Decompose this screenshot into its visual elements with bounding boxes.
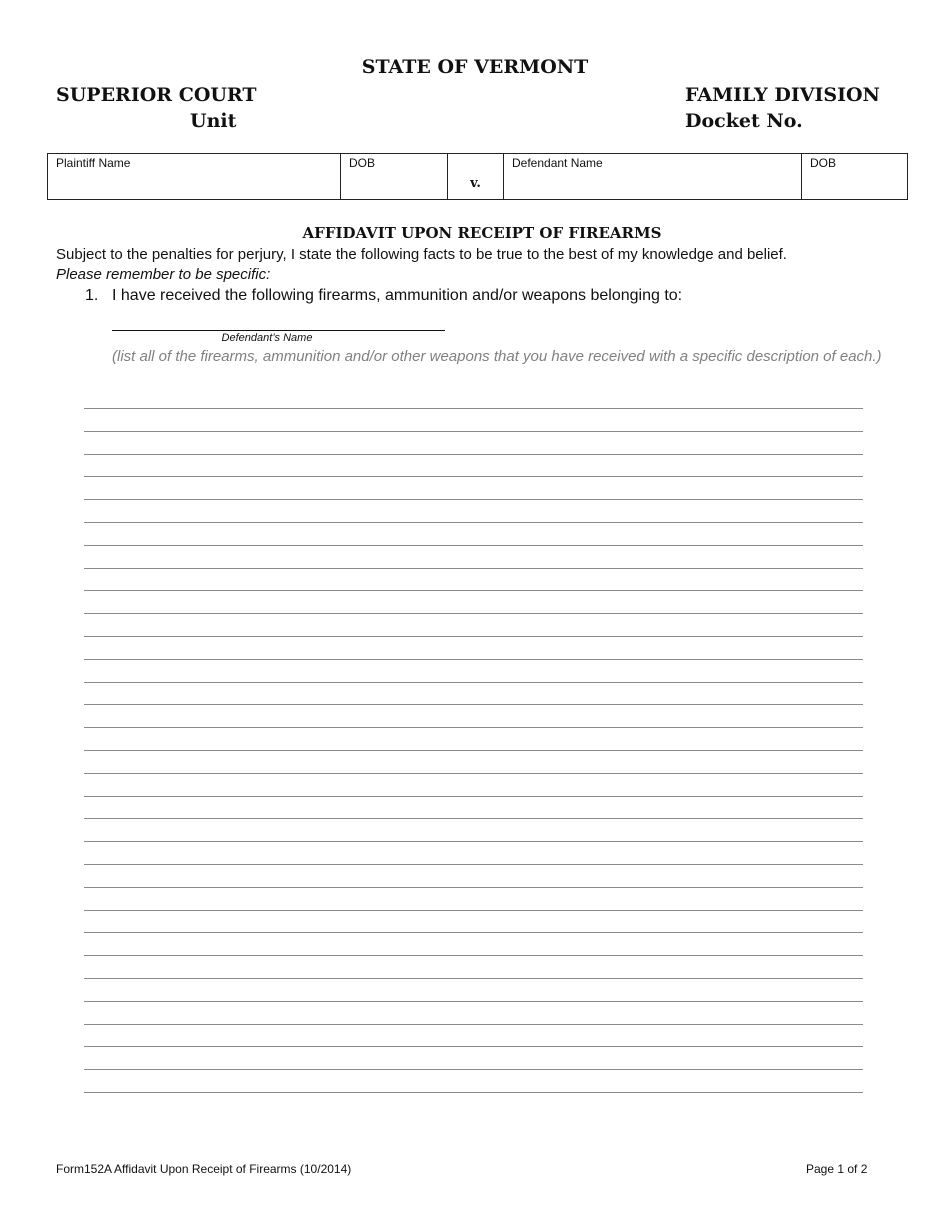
writing-line[interactable] [84, 727, 863, 728]
writing-line[interactable] [84, 454, 863, 455]
intro-block [56, 245, 787, 285]
remember-note: Please remember to be specific: [56, 266, 271, 283]
writing-line[interactable] [84, 818, 863, 819]
writing-line[interactable] [84, 773, 863, 774]
plaintiff-dob-label: DOB [349, 156, 376, 170]
writing-line[interactable] [84, 499, 863, 500]
item-1-number: 1. [85, 287, 99, 304]
writing-line[interactable] [84, 1046, 863, 1047]
plaintiff-name-label: Plaintiff Name [56, 156, 131, 170]
writing-line[interactable] [84, 545, 863, 546]
writing-line[interactable] [84, 1024, 863, 1025]
family-division-label: FAMILY DIVISION [685, 84, 880, 106]
superior-court-label: SUPERIOR COURT [56, 84, 257, 106]
writing-line[interactable] [84, 476, 863, 477]
defendant-name-blank[interactable] [112, 316, 445, 331]
writing-line[interactable] [84, 1069, 863, 1070]
writing-line[interactable] [84, 864, 863, 865]
writing-line[interactable] [84, 796, 863, 797]
writing-line[interactable] [84, 955, 863, 956]
writing-line[interactable] [84, 841, 863, 842]
plaintiff-dob-field[interactable] [341, 154, 448, 200]
writing-line[interactable] [84, 590, 863, 591]
defendant-name-field[interactable] [504, 154, 802, 200]
state-heading: STATE OF VERMONT [361, 56, 589, 78]
writing-line[interactable] [84, 636, 863, 637]
writing-line[interactable] [84, 910, 863, 911]
defendant-dob-label: DOB [810, 156, 837, 170]
writing-line[interactable] [84, 613, 863, 614]
division-block [685, 82, 880, 134]
writing-line[interactable] [84, 408, 863, 409]
writing-line[interactable] [84, 568, 863, 569]
unit-label: Unit [190, 110, 237, 132]
form-identifier: Form152A Affidavit Upon Receipt of Firearms (10/2014) [56, 1162, 352, 1176]
docket-label: Docket No. [685, 110, 803, 132]
item-1 [85, 287, 682, 305]
writing-line[interactable] [84, 932, 863, 933]
court-block [56, 82, 257, 134]
writing-line[interactable] [84, 659, 863, 660]
item-1-text: I have received the following firearms, ammunition and/or weapons belonging to: [112, 287, 683, 304]
writing-lines-area[interactable] [84, 398, 863, 1098]
writing-line[interactable] [84, 750, 863, 751]
writing-line[interactable] [84, 1092, 863, 1093]
writing-line[interactable] [84, 522, 863, 523]
form-title: AFFIDAVIT UPON RECEIPT OF FIREARMS [302, 224, 662, 242]
writing-line[interactable] [84, 704, 863, 705]
plaintiff-name-field[interactable] [48, 154, 341, 200]
page-number: Page 1 of 2 [806, 1162, 868, 1176]
listing-instructions: (list all of the firearms, ammunition and/or other weapons that you have received with a specific description of each.) [112, 348, 882, 365]
versus-label: v. [470, 176, 481, 191]
versus-cell [448, 154, 504, 200]
parties-table [47, 153, 908, 200]
defendant-dob-field[interactable] [802, 154, 908, 200]
writing-line[interactable] [84, 978, 863, 979]
defendant-name-caption: Defendant’s Name [221, 332, 313, 344]
defendant-name-label: Defendant Name [512, 156, 603, 170]
writing-line[interactable] [84, 682, 863, 683]
perjury-statement: Subject to the penalties for perjury, I state the following facts to be true to the best of my knowledge and belief. [56, 246, 787, 263]
writing-line[interactable] [84, 887, 863, 888]
writing-line[interactable] [84, 431, 863, 432]
writing-line[interactable] [84, 1001, 863, 1002]
